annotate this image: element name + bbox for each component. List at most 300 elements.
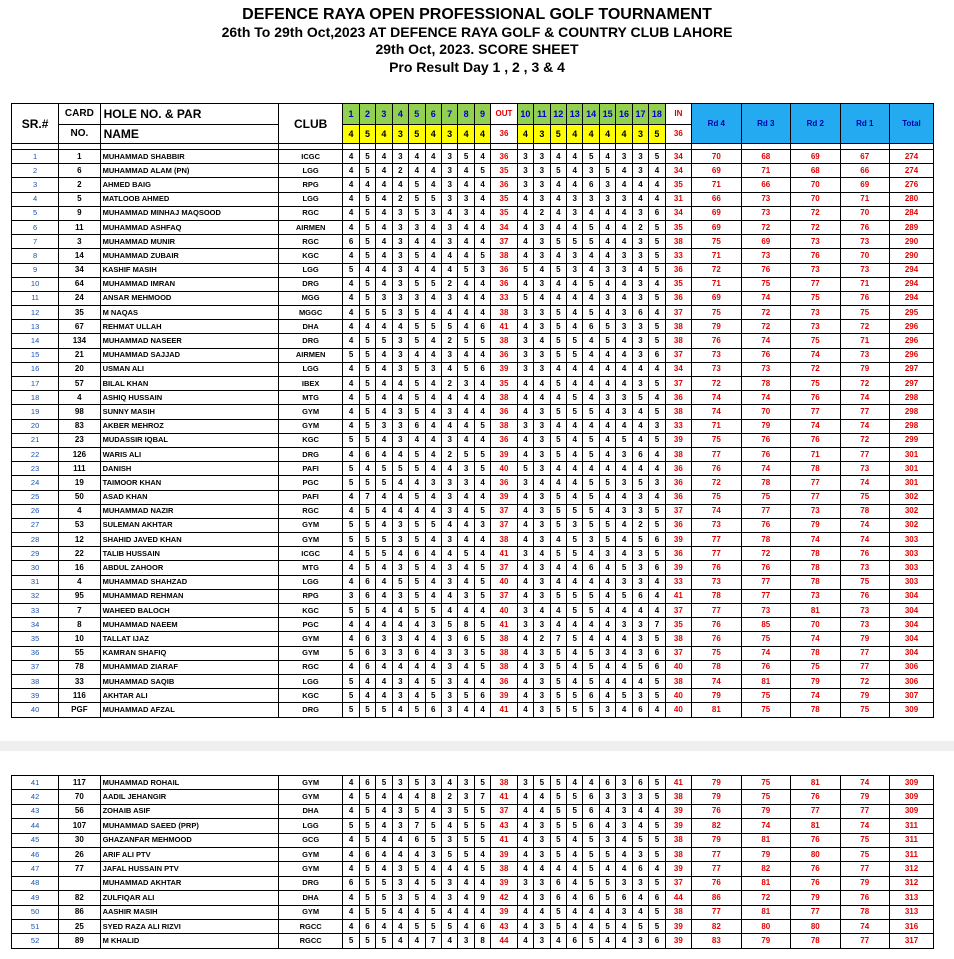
- hole-10-header: 10: [517, 104, 533, 125]
- hole-score: 3: [392, 632, 408, 646]
- rd4-score: 76: [692, 876, 741, 890]
- hole-score: 3: [599, 547, 615, 561]
- hole-score: 5: [550, 405, 566, 419]
- hole-score: 4: [567, 575, 583, 589]
- hole-score: 3: [599, 391, 615, 405]
- card-number: 83: [59, 419, 100, 433]
- total-score: 309: [889, 790, 933, 804]
- hole-score: 4: [458, 348, 474, 362]
- hole-score: 3: [392, 220, 408, 234]
- rd2-score: 77: [791, 804, 840, 818]
- hole-score: 3: [616, 618, 632, 632]
- hole-score: 5: [583, 405, 599, 419]
- hole-score: 3: [632, 490, 648, 504]
- hole-score: 5: [550, 447, 566, 461]
- hole-score: 4: [517, 235, 533, 249]
- hole-score: 5: [474, 632, 490, 646]
- hole-score: 4: [599, 575, 615, 589]
- player-name: MUHAMMAD REHMAN: [100, 589, 278, 603]
- card-number: 56: [59, 804, 100, 818]
- hole-score: 4: [343, 632, 359, 646]
- club-code: PAFI: [278, 462, 342, 476]
- hole-score: 4: [599, 377, 615, 391]
- row-number: 43: [12, 804, 59, 818]
- card-number: [59, 876, 100, 890]
- par-7: 3: [441, 125, 457, 144]
- hole-score: 3: [534, 504, 550, 518]
- hole-score: 5: [458, 334, 474, 348]
- hole-score: 3: [392, 518, 408, 532]
- hole-score: 6: [359, 646, 375, 660]
- hole-score: 4: [441, 518, 457, 532]
- card-number: 14: [59, 249, 100, 263]
- hole-score: 3: [534, 150, 550, 164]
- card-number: 98: [59, 405, 100, 419]
- hole-score: 5: [649, 847, 665, 861]
- hole-score: 3: [534, 490, 550, 504]
- hole-score: 5: [550, 646, 566, 660]
- in-score: 40: [665, 660, 691, 674]
- hole-score: 5: [359, 291, 375, 305]
- in-score: 38: [665, 833, 691, 847]
- hole-score: 5: [550, 377, 566, 391]
- hole-score: 4: [567, 862, 583, 876]
- hole-score: 4: [649, 391, 665, 405]
- rd4-score: 77: [692, 847, 741, 861]
- hole-score: 5: [567, 334, 583, 348]
- hole-score: 4: [343, 618, 359, 632]
- hole-score: 3: [517, 306, 533, 320]
- hole-score: 3: [392, 334, 408, 348]
- rd3-score: 78: [741, 533, 790, 547]
- player-name: AASHIR MASIH: [100, 905, 278, 919]
- hole-score: 5: [632, 660, 648, 674]
- table-row: [12, 306, 934, 320]
- hole-score: 4: [458, 277, 474, 291]
- rd2-score: 77: [791, 277, 840, 291]
- hole-score: 3: [616, 905, 632, 919]
- hole-score: 4: [376, 320, 392, 334]
- hole-score: 5: [474, 164, 490, 178]
- club-code: KGC: [278, 433, 342, 447]
- hole-score: 6: [599, 776, 615, 790]
- hole-score: 4: [567, 490, 583, 504]
- hole-score: 9: [474, 891, 490, 905]
- hole-score: 3: [392, 891, 408, 905]
- rd1-score: 76: [840, 589, 889, 603]
- hole-score: 4: [550, 362, 566, 376]
- in-score: 36: [665, 462, 691, 476]
- hole-score: 4: [409, 905, 425, 919]
- hole-score: 4: [458, 419, 474, 433]
- hole-score: 4: [616, 377, 632, 391]
- hole-score: 4: [567, 220, 583, 234]
- total-header: Total: [889, 104, 933, 144]
- hole-score: 4: [458, 561, 474, 575]
- rd3-score: 68: [741, 150, 790, 164]
- total-score: 296: [889, 320, 933, 334]
- hole-17-header: 17: [632, 104, 648, 125]
- hole-score: 4: [425, 804, 441, 818]
- hole-score: 3: [534, 178, 550, 192]
- hole-score: 4: [583, 905, 599, 919]
- hole-score: 3: [632, 561, 648, 575]
- row-number: 13: [12, 320, 59, 334]
- out-score: 41: [491, 547, 517, 561]
- hole-score: 3: [534, 934, 550, 948]
- card-number: 95: [59, 589, 100, 603]
- hole-score: 4: [616, 277, 632, 291]
- hole-score: 5: [567, 804, 583, 818]
- hole-score: 3: [632, 206, 648, 220]
- hole-score: 5: [376, 905, 392, 919]
- rd2-score: 77: [791, 405, 840, 419]
- hole-score: 4: [343, 220, 359, 234]
- hole-score: 5: [583, 934, 599, 948]
- out-score: 36: [491, 277, 517, 291]
- hole-score: 6: [359, 589, 375, 603]
- rd3-score: 73: [741, 362, 790, 376]
- table-row: [12, 433, 934, 447]
- card-number: 25: [59, 919, 100, 933]
- player-name: TALIB HUSSAIN: [100, 547, 278, 561]
- hole-score: 4: [550, 561, 566, 575]
- hole-score: 5: [550, 334, 566, 348]
- hole-score: 4: [550, 604, 566, 618]
- club-code: DRG: [278, 334, 342, 348]
- hole-score: 4: [517, 206, 533, 220]
- hole-score: 4: [534, 291, 550, 305]
- player-name: JAFAL HUSSAIN PTV: [100, 862, 278, 876]
- hole-score: 4: [616, 206, 632, 220]
- hole-4-header: 4: [392, 104, 408, 125]
- club-code: GYM: [278, 533, 342, 547]
- hole-score: 5: [425, 192, 441, 206]
- hole-score: 4: [409, 476, 425, 490]
- player-name: KAMRAN SHAFIQ: [100, 646, 278, 660]
- hole-score: 3: [376, 646, 392, 660]
- hole-score: 4: [583, 547, 599, 561]
- hole-score: 4: [425, 419, 441, 433]
- hole-score: 3: [392, 249, 408, 263]
- player-name: ASAD KHAN: [100, 490, 278, 504]
- rd4-score: 81: [692, 703, 741, 717]
- hole-score: 4: [392, 547, 408, 561]
- hole-score: 5: [567, 405, 583, 419]
- hole-score: 5: [474, 862, 490, 876]
- hole-score: 4: [649, 277, 665, 291]
- out-score: 35: [491, 206, 517, 220]
- hole-score: 4: [567, 362, 583, 376]
- total-score: 309: [889, 703, 933, 717]
- rd1-score: 70: [840, 249, 889, 263]
- hole-score: 4: [359, 618, 375, 632]
- hole-score: 5: [359, 934, 375, 948]
- hole-score: 3: [599, 263, 615, 277]
- hole-score: 4: [517, 575, 533, 589]
- rd4-score: 77: [692, 604, 741, 618]
- hole-score: 4: [376, 660, 392, 674]
- hole-score: 4: [517, 891, 533, 905]
- hole-score: 4: [474, 306, 490, 320]
- hole-score: 4: [425, 164, 441, 178]
- club-code: KGC: [278, 689, 342, 703]
- hole-score: 4: [343, 150, 359, 164]
- hole-score: 2: [441, 447, 457, 461]
- hole-score: 5: [458, 263, 474, 277]
- rd4-score: 66: [692, 192, 741, 206]
- hole-score: 5: [550, 306, 566, 320]
- in-score: 39: [665, 433, 691, 447]
- hole-score: 5: [425, 674, 441, 688]
- hole-score: 4: [343, 277, 359, 291]
- hole-score: 3: [599, 703, 615, 717]
- hole-score: 5: [583, 235, 599, 249]
- hole-score: 4: [458, 891, 474, 905]
- hole-score: 5: [583, 646, 599, 660]
- hole-score: 3: [392, 405, 408, 419]
- rd3-score: 72: [741, 547, 790, 561]
- hole-score: 4: [567, 178, 583, 192]
- table-row: [12, 419, 934, 433]
- in-score: 40: [665, 689, 691, 703]
- hole-score: 5: [458, 447, 474, 461]
- rd4-score: 79: [692, 833, 741, 847]
- rd3-score: 76: [741, 660, 790, 674]
- hole-score: 4: [392, 391, 408, 405]
- out-score: 38: [491, 776, 517, 790]
- hole-score: 3: [567, 518, 583, 532]
- hole-score: 5: [359, 405, 375, 419]
- hole-score: 4: [517, 589, 533, 603]
- hole-score: 4: [458, 660, 474, 674]
- hole-score: 4: [376, 405, 392, 419]
- row-number: 33: [12, 604, 59, 618]
- rd4-score: 77: [692, 447, 741, 461]
- row-number: 42: [12, 790, 59, 804]
- total-score: 316: [889, 919, 933, 933]
- card-number: 30: [59, 833, 100, 847]
- rd3-score: 80: [741, 919, 790, 933]
- hole-score: 4: [567, 291, 583, 305]
- hole-score: 3: [392, 306, 408, 320]
- hole-score: 5: [474, 776, 490, 790]
- hole-score: 5: [599, 876, 615, 890]
- hole-score: 4: [409, 674, 425, 688]
- row-number: 22: [12, 447, 59, 461]
- rd1-score: 74: [840, 419, 889, 433]
- hole-score: 5: [359, 561, 375, 575]
- out-score: 38: [491, 306, 517, 320]
- hole-12-header: 12: [550, 104, 566, 125]
- hole-score: 3: [458, 934, 474, 948]
- out-score: 43: [491, 919, 517, 933]
- card-number: 111: [59, 462, 100, 476]
- hole-score: 3: [441, 405, 457, 419]
- rd1-score: 77: [840, 405, 889, 419]
- rd2-score: 77: [791, 905, 840, 919]
- hole-score: 4: [458, 320, 474, 334]
- hole-score: 3: [441, 575, 457, 589]
- in-score: 37: [665, 306, 691, 320]
- row-number: 18: [12, 391, 59, 405]
- hole-score: 3: [534, 575, 550, 589]
- hole-score: 4: [632, 263, 648, 277]
- hole-score: 5: [583, 277, 599, 291]
- rd1-score: 74: [840, 819, 889, 833]
- hole-score: 4: [649, 164, 665, 178]
- hole-score: 6: [649, 891, 665, 905]
- page-header: [0, 6, 954, 76]
- hole-score: 5: [376, 703, 392, 717]
- player-name: MUHAMMAD SHABBIR: [100, 150, 278, 164]
- hole-score: 5: [649, 905, 665, 919]
- hole-score: 4: [517, 819, 533, 833]
- par-13: 4: [567, 125, 583, 144]
- table-row: [12, 277, 934, 291]
- hole-score: 4: [599, 674, 615, 688]
- hole-score: 3: [392, 433, 408, 447]
- hole-score: 4: [567, 277, 583, 291]
- rd2-score: 76: [791, 862, 840, 876]
- table-row: [12, 348, 934, 362]
- club-code: LGG: [278, 575, 342, 589]
- hole-score: 5: [616, 589, 632, 603]
- hole-score: 5: [409, 804, 425, 818]
- row-number: 23: [12, 462, 59, 476]
- hole-score: 4: [376, 490, 392, 504]
- hole-score: 3: [616, 776, 632, 790]
- hole-score: 5: [550, 660, 566, 674]
- rd4-header: Rd 4: [692, 104, 741, 144]
- total-score: 284: [889, 206, 933, 220]
- hole-score: 4: [392, 919, 408, 933]
- rd2-score: 73: [791, 263, 840, 277]
- rd2-score: 73: [791, 235, 840, 249]
- hole-score: 3: [567, 263, 583, 277]
- par-10: 4: [517, 125, 533, 144]
- rd3-score: 71: [741, 164, 790, 178]
- row-number: 9: [12, 263, 59, 277]
- hole-score: 3: [517, 476, 533, 490]
- rd3-score: 76: [741, 518, 790, 532]
- hole-score: 4: [425, 150, 441, 164]
- in-score: 37: [665, 377, 691, 391]
- hole-score: 5: [359, 391, 375, 405]
- table-row: [12, 334, 934, 348]
- rd3-score: 76: [741, 561, 790, 575]
- out-score: 38: [491, 533, 517, 547]
- hole-score: 5: [599, 164, 615, 178]
- in-score: 37: [665, 604, 691, 618]
- hole-score: 3: [441, 674, 457, 688]
- hole-score: 3: [632, 291, 648, 305]
- hole-score: 3: [517, 547, 533, 561]
- hole-score: 5: [550, 235, 566, 249]
- out-score: 38: [491, 249, 517, 263]
- player-name: AKHTAR ALI: [100, 689, 278, 703]
- in-score: 36: [665, 476, 691, 490]
- table-row: [12, 447, 934, 461]
- table-row: [12, 876, 934, 890]
- hole-score: 5: [425, 518, 441, 532]
- player-name: WAHEED BALOCH: [100, 604, 278, 618]
- hole-score: 3: [392, 674, 408, 688]
- hole-score: 6: [359, 919, 375, 933]
- hole-score: 4: [583, 348, 599, 362]
- total-score: 298: [889, 405, 933, 419]
- hole-score: 4: [599, 433, 615, 447]
- rd4-score: 86: [692, 891, 741, 905]
- hole-score: 4: [474, 533, 490, 547]
- row-number: 14: [12, 334, 59, 348]
- hole-score: 5: [474, 819, 490, 833]
- club-code: RPG: [278, 589, 342, 603]
- hole-score: 4: [425, 646, 441, 660]
- out-score: 39: [491, 905, 517, 919]
- rd3-score: 81: [741, 905, 790, 919]
- hole-score: 4: [474, 674, 490, 688]
- row-number: 27: [12, 518, 59, 532]
- hole-score: 3: [632, 575, 648, 589]
- hole-score: 3: [517, 419, 533, 433]
- in-score: 40: [665, 703, 691, 717]
- row-number: 21: [12, 433, 59, 447]
- hole-score: 5: [599, 476, 615, 490]
- hole-score: 4: [534, 391, 550, 405]
- in-score: 38: [665, 790, 691, 804]
- out-score: 37: [491, 589, 517, 603]
- hole-score: 4: [567, 646, 583, 660]
- hole-score: 4: [343, 804, 359, 818]
- rd2-score: 72: [791, 220, 840, 234]
- hole-score: 4: [343, 776, 359, 790]
- hole-par-header: HOLE NO. & PAR: [100, 104, 278, 125]
- table-row: [12, 934, 934, 948]
- hole-score: 4: [458, 490, 474, 504]
- card-number: 82: [59, 891, 100, 905]
- in-score: 35: [665, 277, 691, 291]
- card-number: 12: [59, 533, 100, 547]
- hole-score: 5: [583, 476, 599, 490]
- rd2-score: 73: [791, 504, 840, 518]
- hole-2-header: 2: [359, 104, 375, 125]
- rd2-score: 73: [791, 589, 840, 603]
- rd3-score: 77: [741, 504, 790, 518]
- hole-score: 5: [343, 646, 359, 660]
- hole-score: 6: [359, 632, 375, 646]
- in-score: 38: [665, 334, 691, 348]
- hole-score: 4: [474, 277, 490, 291]
- rd1-score: 75: [840, 703, 889, 717]
- hole-score: 4: [534, 547, 550, 561]
- in-score: 36: [665, 291, 691, 305]
- hole-score: 4: [616, 220, 632, 234]
- hole-score: 4: [567, 618, 583, 632]
- hole-score: 6: [632, 306, 648, 320]
- rd1-score: 71: [840, 334, 889, 348]
- hole-score: 4: [392, 447, 408, 461]
- hole-score: 5: [550, 919, 566, 933]
- rd1-score: 72: [840, 674, 889, 688]
- rd3-score: 77: [741, 589, 790, 603]
- hole-score: 5: [649, 320, 665, 334]
- hole-score: 4: [376, 192, 392, 206]
- total-score: 290: [889, 249, 933, 263]
- rd3-score: 75: [741, 490, 790, 504]
- hole-score: 6: [474, 689, 490, 703]
- hole-score: 4: [599, 249, 615, 263]
